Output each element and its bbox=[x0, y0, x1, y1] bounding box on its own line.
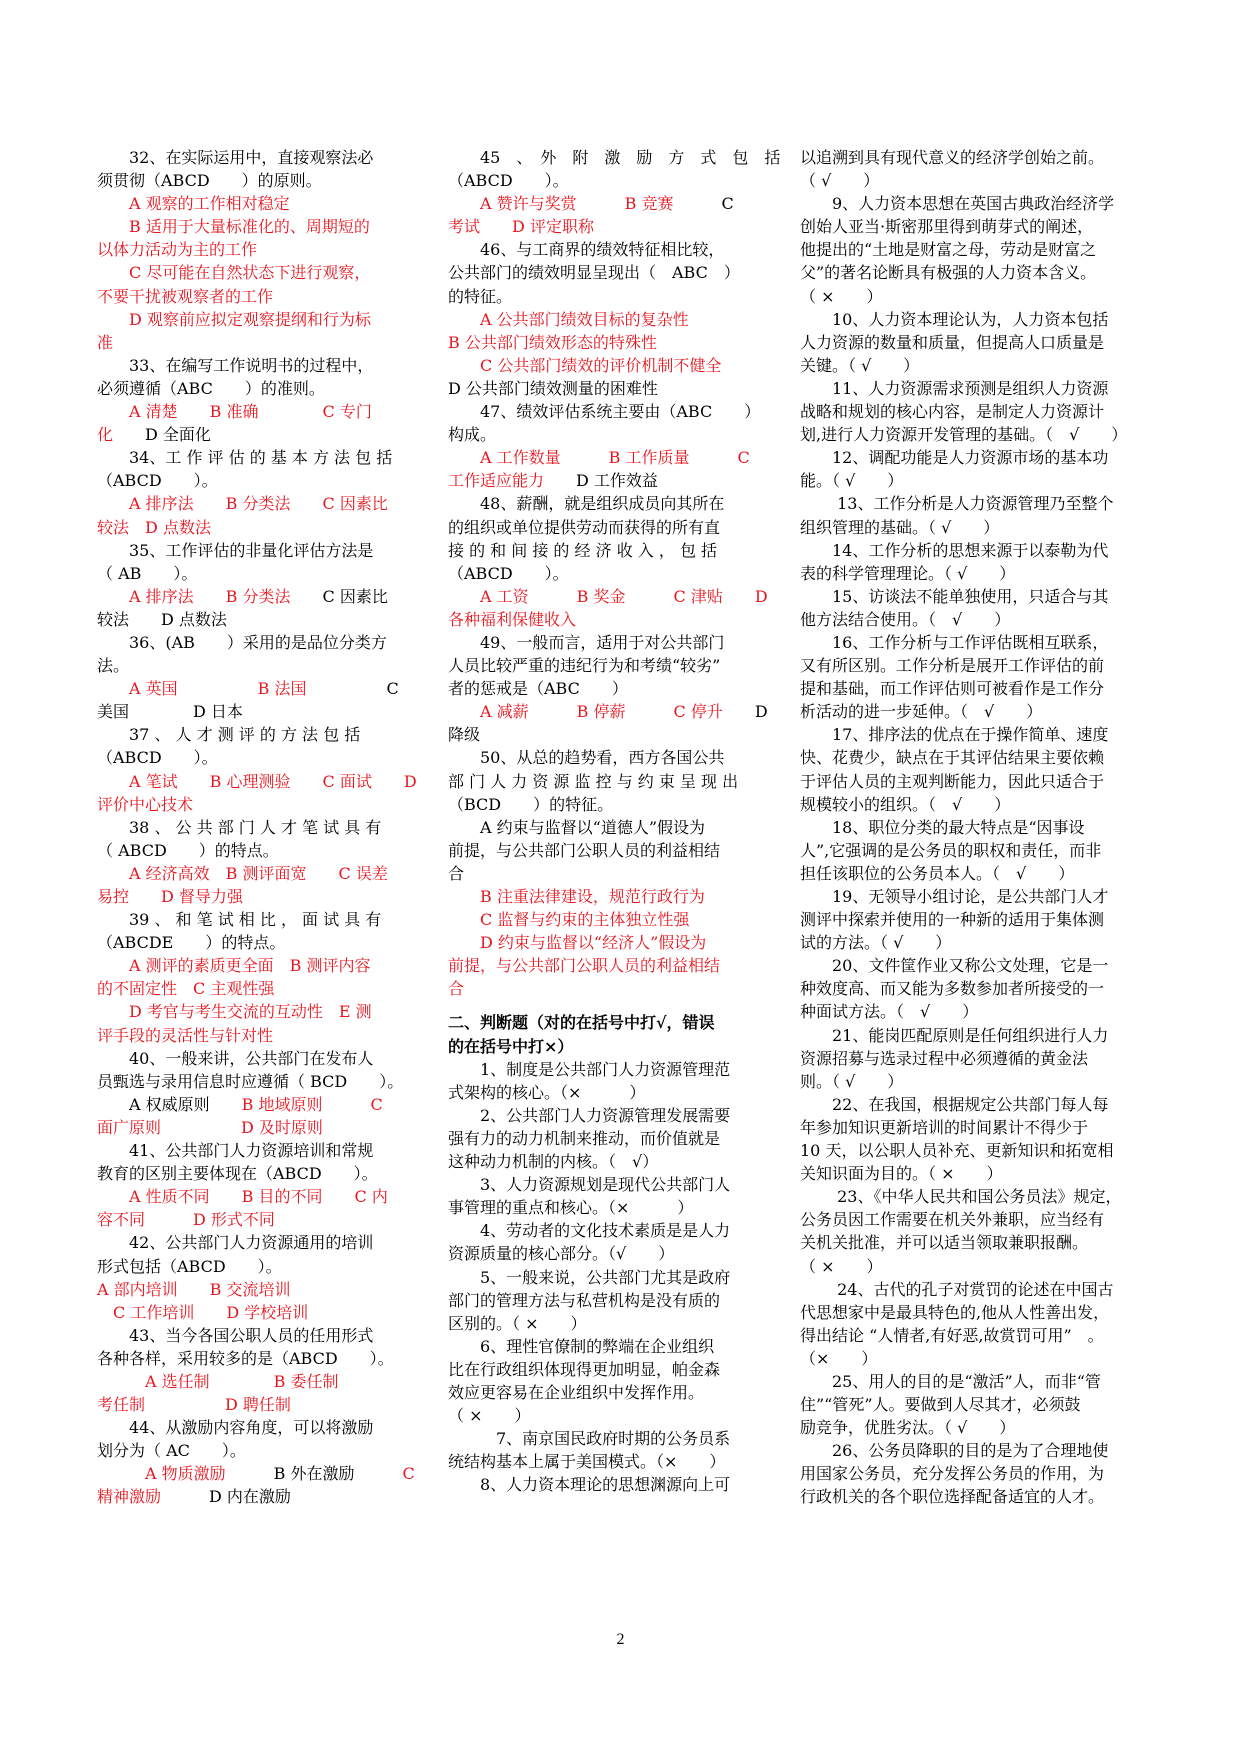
text-line: 准 bbox=[97, 332, 114, 352]
text-line: 划分为（ AC ）。 bbox=[97, 1441, 246, 1461]
text-line: 13、工作分析是人力资源管理乃至整个 bbox=[800, 494, 1114, 514]
text-line: 评手段的灵活性与针对性 bbox=[97, 1025, 274, 1045]
text-line: C 监督与约束的主体独立性强 bbox=[448, 910, 690, 930]
text-line: A 工资 B 奖金 C 津贴 D bbox=[448, 586, 768, 606]
text-line: 创始人亚当·斯密那里得到萌芽式的阐述， bbox=[800, 217, 1094, 237]
text-line: A 约束与监督以“道德人”假设为 bbox=[448, 817, 706, 837]
text-line: B 适用于大量标准化的、周期短的 bbox=[97, 217, 370, 237]
text-line: （ABCD ）。 bbox=[448, 563, 569, 583]
text-line: 前提，与公共部门公职人员的利益相结 bbox=[448, 840, 721, 860]
text-line: 部门的管理方法与私营机构是没有质的 bbox=[448, 1290, 721, 1310]
text-line: A 观察的工作相对稳定 bbox=[97, 194, 290, 214]
text-line: 公共部门的绩效明显呈现出（ ABC ） bbox=[448, 263, 740, 283]
text-line: 员甄选与录用信息时应遵循（ BCD ）。 bbox=[97, 1071, 404, 1091]
text-span: D 内在激励 bbox=[161, 1487, 291, 1507]
text-line: A 性质不同 B 目的不同 C 内 bbox=[97, 1187, 388, 1207]
column-1 bbox=[97, 146, 415, 1509]
text-line: 10、人力资本理论认为，人力资本包括 bbox=[800, 309, 1109, 329]
text-line: D 公共部门绩效测量的困难性 bbox=[448, 378, 658, 398]
text-line: 22、在我国，根据规定公共部门每人每 bbox=[800, 1094, 1109, 1114]
text-span: D 全面化 bbox=[113, 425, 211, 445]
text-line: 16、工作分析与工作评估既相互联系， bbox=[800, 632, 1109, 652]
text-line: 的特征。 bbox=[448, 286, 513, 306]
text-line: 41、公共部门人力资源培训和常规 bbox=[97, 1141, 374, 1161]
text-line: 8、人力资本理论的思想渊源向上可 bbox=[448, 1475, 731, 1495]
text-line: 公务员因工作需要在机关外兼职，应当经有 bbox=[800, 1210, 1105, 1230]
text-line bbox=[97, 585, 415, 608]
text-line: 14、工作分析的思想来源于以泰勒为代 bbox=[800, 540, 1109, 560]
text-line: 能。（ √ ） bbox=[800, 471, 904, 491]
text-line: 析活动的进一步延伸。（ √ ） bbox=[800, 702, 1043, 722]
text-line: 12、调配功能是人力资源市场的基本功 bbox=[800, 448, 1109, 468]
text-line: 年参加知识更新培训的时间累计不得少于 bbox=[800, 1117, 1089, 1137]
text-line: 以追溯到具有现代意义的经济学创始之前。 bbox=[800, 148, 1105, 167]
text-line: 于评估人员的主观判断能力，因此只适合于 bbox=[800, 771, 1105, 791]
answer-text: 化 bbox=[97, 425, 114, 445]
text-line: 构成。 bbox=[448, 425, 497, 445]
text-line: （BCD ）的特征。 bbox=[448, 794, 614, 814]
text-line: （× ） bbox=[800, 1348, 878, 1368]
text-line bbox=[448, 700, 766, 723]
text-line: A 经济高效 B 测评面宽 C 误差 bbox=[97, 863, 388, 883]
text-line: （ ABCD ）的特点。 bbox=[97, 840, 279, 860]
answer-text: 较法 bbox=[97, 517, 130, 537]
section-heading: 的在括号中打×） bbox=[448, 1036, 574, 1056]
text-line: A 笔试 B 心理测验 C 面试 D bbox=[97, 771, 417, 791]
text-line: 接 的 和 间 接 的 经 济 收 入 ， 包 括 bbox=[448, 540, 718, 560]
text-line: C 公共部门绩效的评价机制不健全 bbox=[448, 355, 722, 375]
text-line: 49、一般而言，适用于对公共部门 bbox=[448, 632, 725, 652]
text-line: 励竞争，优胜劣汰。（ √ ） bbox=[800, 1418, 1016, 1438]
text-line: 考任制 D 聘任制 bbox=[97, 1395, 291, 1415]
text-line: 48、薪酬，就是组织成员向其所在 bbox=[448, 494, 725, 514]
section-gap bbox=[448, 1000, 766, 1011]
text-line: 43、当今各国公职人员的任用形式 bbox=[97, 1325, 374, 1345]
text-line: 9、人力资本思想在英国古典政治经济学 bbox=[800, 194, 1115, 214]
text-line: 39 、 和 笔 试 相 比 ， 面 试 具 有 bbox=[97, 910, 382, 930]
text-line: 须贯彻（ABCD ）的原则。 bbox=[97, 171, 322, 191]
text-line: 资源质量的核心部分。（√ ） bbox=[448, 1244, 675, 1264]
text-line: 人”,它强调的是公务员的职权和责任，而非 bbox=[800, 840, 1102, 860]
text-line: 44、从激励内容角度，可以将激励 bbox=[97, 1418, 374, 1438]
text-line: 47、绩效评估系统主要由（ABC ） bbox=[448, 402, 761, 422]
text-line: 19、无领导小组讨论，是公共部门人才 bbox=[800, 887, 1109, 906]
page-number: 2 bbox=[616, 1631, 625, 1648]
text-line: A 选任制 B 委任制 bbox=[97, 1371, 339, 1391]
text-span: D bbox=[722, 702, 768, 722]
text-line: C 工作培训 D 学校培训 bbox=[97, 1302, 309, 1322]
text-line: 42、公共部门人力资源通用的培训 bbox=[97, 1233, 374, 1253]
text-line bbox=[448, 215, 766, 238]
text-line: B 公共部门绩效形态的特殊性 bbox=[448, 332, 657, 352]
text-line: 关知识面为目的。（ × ） bbox=[800, 1164, 1003, 1184]
text-line: 以体力活动为主的工作 bbox=[97, 240, 258, 260]
answer-text: A 赞许与奖赏 B 竞赛 bbox=[448, 194, 674, 214]
text-line: （ × ） bbox=[800, 1256, 883, 1276]
text-span: A 权威原则 bbox=[97, 1094, 242, 1114]
text-line: 的不固定性 C 主观性强 bbox=[97, 979, 275, 999]
column-2 bbox=[448, 146, 781, 1496]
text-line: 代思想家中是最具特色的,他从人性善出发， bbox=[800, 1302, 1110, 1322]
text-line bbox=[97, 1462, 415, 1485]
text-line: 他方法结合使用。（ √ ） bbox=[800, 609, 1011, 629]
text-line: 表的科学管理理论。（ √ ） bbox=[800, 563, 1016, 583]
text-line: 降级 bbox=[448, 725, 481, 745]
text-line: 面广原则 D 及时原则 bbox=[97, 1117, 323, 1137]
text-line bbox=[448, 469, 766, 492]
text-line: 较法 D 点数法 bbox=[97, 609, 227, 629]
text-line: D 约束与监督以“经济人”假设为 bbox=[448, 933, 707, 953]
text-line: C 尽可能在自然状态下进行观察， bbox=[97, 263, 371, 283]
text-line: 容不同 D 形式不同 bbox=[97, 1210, 275, 1230]
text-line: 20、文件筐作业又称公文处理，它是一 bbox=[800, 956, 1109, 976]
text-line: A 部内培训 B 交流培训 bbox=[97, 1279, 291, 1299]
answer-text: 工作适应能力 bbox=[448, 471, 545, 491]
text-line: 45 、 外 附 激 励 方 式 包 括 bbox=[448, 148, 781, 167]
text-line: D 观察前应拟定观察提纲和行为标 bbox=[97, 309, 371, 329]
text-line: 必须遵循（ABC ）的准则。 bbox=[97, 378, 325, 398]
text-line: （ABCD ）。 bbox=[448, 171, 569, 191]
text-line: 46、与工商界的绩效特征相比较， bbox=[448, 240, 725, 260]
text-line: 关键。（ √ ） bbox=[800, 355, 920, 375]
text-line: 种效度高、而又能为多数参加者所接受的一 bbox=[800, 979, 1105, 999]
text-line: 50、从总的趋势看，西方各国公共 bbox=[448, 748, 725, 768]
text-line: （ × ） bbox=[448, 1406, 531, 1426]
text-line bbox=[97, 1093, 415, 1116]
text-line: 美国 D 日本 bbox=[97, 702, 243, 722]
text-line: 38 、 公 共 部 门 人 才 笔 试 具 有 bbox=[97, 817, 382, 837]
text-line: 26、公务员降职的目的是为了合理地使 bbox=[800, 1441, 1109, 1461]
text-line: 测评中探索并使用的一种新的适用于集体测 bbox=[800, 910, 1105, 930]
text-line: 效应更容易在企业组织中发挥作用。 bbox=[448, 1382, 705, 1402]
text-line: （ABCD ）。 bbox=[97, 471, 218, 491]
text-line: 者的惩戒是（ABC ） bbox=[448, 679, 628, 699]
text-span: C bbox=[673, 194, 734, 214]
text-line: 35、工作评估的非量化评估方法是 bbox=[97, 540, 374, 560]
text-line: 1、制度是公共部门人力资源管理范 bbox=[448, 1059, 731, 1079]
text-line: 11、人力资源需求预测是组织人力资源 bbox=[800, 378, 1109, 398]
answer-text: A 减薪 B 停薪 C 停升 bbox=[448, 702, 723, 722]
text-line: 快、花费少，缺点在于其评估结果主要依赖 bbox=[800, 748, 1105, 768]
text-line: A 工作数量 B 工作质量 C bbox=[448, 448, 750, 468]
text-line: 17、排序法的优点在于操作简单、速度 bbox=[800, 725, 1109, 745]
text-line: 2、公共部门人力资源管理发展需要 bbox=[448, 1105, 731, 1125]
text-line bbox=[97, 516, 415, 539]
answer-text: C bbox=[402, 1464, 415, 1484]
text-line: 不要干扰被观察者的工作 bbox=[97, 286, 274, 306]
answer-text: A 物质激励 bbox=[97, 1464, 226, 1484]
text-line: 式架构的核心。（× ） bbox=[448, 1082, 646, 1102]
text-line: 事管理的重点和核心。（× ） bbox=[448, 1198, 694, 1218]
text-line: 则。（ √ ） bbox=[800, 1071, 904, 1091]
text-span: C 因素比 bbox=[290, 586, 388, 606]
text-line: 他提出的“土地是财富之母，劳动是财富之 bbox=[800, 240, 1097, 260]
text-line: （ AB ）。 bbox=[97, 563, 198, 583]
text-span: B 外在激励 bbox=[225, 1464, 403, 1484]
text-line: 易控 D 督导力强 bbox=[97, 887, 243, 906]
text-line: 7、南京国民政府时期的公务员系 bbox=[448, 1429, 731, 1449]
text-line: 战略和规划的核心内容，是制定人力资源计 bbox=[800, 402, 1105, 422]
text-line: 人力资源的数量和质量，但提高人口质量是 bbox=[800, 332, 1105, 352]
text-line: 10 天，以公职人员补充、更新知识和拓宽相 bbox=[800, 1141, 1114, 1161]
text-line: 资源招募与选录过程中必须遵循的黄金法 bbox=[800, 1048, 1089, 1068]
text-line: A 公共部门绩效目标的复杂性 bbox=[448, 309, 689, 329]
text-line: 规模较小的组织。（ √ ） bbox=[800, 794, 1011, 814]
text-line: （ABCD ）。 bbox=[97, 748, 218, 768]
answer-text: B 地域原则 C bbox=[241, 1094, 383, 1114]
text-line: 划,进行人力资源开发管理的基础。（ √ ） bbox=[800, 425, 1128, 445]
text-line: 32、在实际运用中，直接观察法必 bbox=[97, 148, 374, 167]
text-span: C bbox=[306, 679, 399, 699]
text-line: 强有力的动力机制来推动，而价值就是 bbox=[448, 1128, 721, 1148]
text-line bbox=[448, 192, 766, 215]
text-line: 人员比较严重的违纪行为和考绩“较劣” bbox=[448, 656, 721, 676]
text-line: 试的方法。（ √ ） bbox=[800, 933, 952, 953]
text-line: 40、一般来讲，公共部门在发布人 bbox=[97, 1048, 374, 1068]
text-line: 提和基础，而工作评估则可被看作是工作分 bbox=[800, 679, 1105, 699]
text-line: B 注重法律建设，规范行政行为 bbox=[448, 887, 705, 906]
text-line: 这种动力机制的内核。（ √） bbox=[448, 1152, 659, 1172]
text-line: 得出结论 “人情者,有好恶,故赏罚可用” 。 bbox=[800, 1325, 1104, 1345]
answer-text: 考试 bbox=[448, 217, 481, 237]
text-line: 24、古代的孔子对赏罚的论述在中国古 bbox=[800, 1279, 1114, 1299]
text-line: 34、工 作 评 估 的 基 本 方 法 包 括 bbox=[97, 448, 393, 468]
answer-text: A 英国 B 法国 bbox=[97, 679, 307, 699]
text-line: 种面试方法。（ √ ） bbox=[800, 1002, 979, 1022]
text-line: 25、用人的目的是“激活”人，而非“管 bbox=[800, 1371, 1101, 1391]
text-line: 评价中心技术 bbox=[97, 794, 194, 814]
column-3 bbox=[800, 146, 1155, 1509]
text-line: 组织管理的基础。（ √ ） bbox=[800, 517, 1000, 537]
section-heading: 二、判断题（对的在括号中打√，错误 bbox=[448, 1013, 715, 1033]
text-line bbox=[97, 423, 415, 446]
text-line: 父”的著名论断具有极强的人力资本含义。 bbox=[800, 263, 1097, 283]
text-line: 各种各样，采用较多的是（ABCD ）。 bbox=[97, 1348, 394, 1368]
text-line: 37 、 人 才 测 评 的 方 法 包 括 bbox=[97, 725, 361, 745]
text-line: 担任该职位的公务员本人。（ √ ） bbox=[800, 863, 1075, 883]
text-line: 前提，与公共部门公职人员的利益相结 bbox=[448, 956, 721, 976]
text-line: 区别的。（ × ） bbox=[448, 1313, 587, 1333]
text-line: 18、职位分类的最大特点是“因事设 bbox=[800, 817, 1085, 837]
text-line: （ × ） bbox=[800, 286, 883, 306]
text-line: （ABCDE ）的特点。 bbox=[97, 933, 286, 953]
answer-text: D 点数法 bbox=[145, 517, 211, 537]
text-line bbox=[97, 677, 415, 700]
text-span bbox=[129, 518, 145, 537]
text-line: 15、访谈法不能单独使用，只适合与其 bbox=[800, 586, 1109, 606]
text-line: 4、劳动者的文化技术素质是是人力 bbox=[448, 1221, 731, 1241]
text-line: 形式包括（ABCD ）。 bbox=[97, 1256, 282, 1276]
text-line: A 排序法 B 分类法 C 因素比 bbox=[97, 494, 388, 514]
text-line: 教育的区别主要体现在（ABCD ）。 bbox=[97, 1164, 378, 1184]
text-line: 又有所区别。工作分析是展开工作评估的前 bbox=[800, 656, 1105, 676]
text-line: 部 门 人 力 资 源 监 控 与 约 束 呈 现 出 bbox=[448, 771, 739, 791]
text-line: 住”“管死”人。要做到人尽其才，必须鼓 bbox=[800, 1395, 1081, 1415]
text-line: （ √ ） bbox=[800, 171, 880, 191]
text-line bbox=[97, 1485, 415, 1508]
text-line: 行政机关的各个职位选择配备适宜的人才。 bbox=[800, 1487, 1105, 1507]
text-line: 3、人力资源规划是现代公共部门人 bbox=[448, 1175, 731, 1195]
text-line: 关机关批准，并可以适当领取兼职报酬。 bbox=[800, 1233, 1089, 1253]
text-line: 33、在编写工作说明书的过程中， bbox=[97, 355, 374, 375]
answer-text: D 评定职称 bbox=[512, 217, 594, 237]
text-line bbox=[97, 400, 415, 423]
text-line: A 测评的素质更全面 B 测评内容 bbox=[97, 956, 371, 976]
text-line: 合 bbox=[448, 863, 465, 883]
text-line: D 考官与考生交流的互动性 E 测 bbox=[97, 1002, 372, 1022]
answer-text: A 清楚 B 准确 C 专门 bbox=[97, 402, 372, 422]
text-line: 用国家公务员，充分发挥公务员的作用，为 bbox=[800, 1464, 1105, 1484]
text-span: D 工作效益 bbox=[544, 471, 658, 491]
text-span bbox=[480, 217, 512, 236]
text-line: 统结构基本上属于美国模式。（× ） bbox=[448, 1452, 726, 1472]
text-line: 6、理性官僚制的弊端在企业组织 bbox=[448, 1336, 715, 1356]
answer-text: A 排序法 B 分类法 bbox=[97, 586, 291, 606]
text-line: 各种福利保健收入 bbox=[448, 609, 577, 629]
text-line: 5、一般来说，公共部门尤其是政府 bbox=[448, 1267, 731, 1287]
text-line: 合 bbox=[448, 979, 465, 999]
text-line: 的组织或单位提供劳动而获得的所有直 bbox=[448, 517, 721, 537]
text-line: 21、能岗匹配原则是任何组织进行人力 bbox=[800, 1025, 1109, 1045]
answer-text: 精神激励 bbox=[97, 1487, 162, 1507]
text-line: 比在行政组织体现得更加明显，帕金森 bbox=[448, 1359, 721, 1379]
text-line: 法。 bbox=[97, 656, 130, 676]
text-line: 23、《中华人民共和国公务员法》规定， bbox=[800, 1187, 1122, 1207]
text-line: 36、(AB ）采用的是品位分类方 bbox=[97, 632, 387, 652]
